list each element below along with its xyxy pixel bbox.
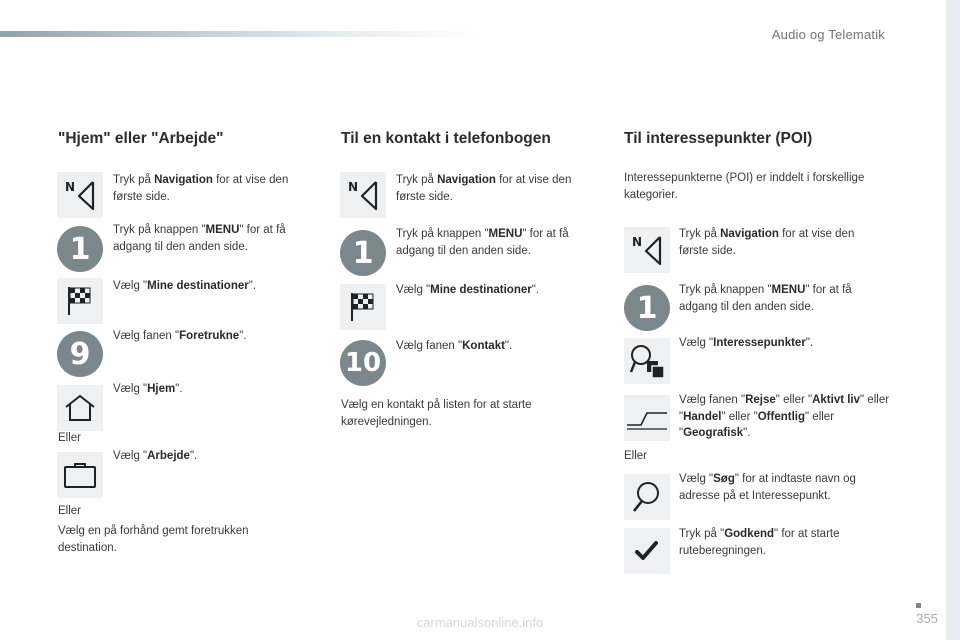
col3-step6: Tryk på "Godkend" for at starte ruteberegningen. — [679, 528, 840, 557]
col1-title: "Hjem" eller "Arbejde" — [58, 130, 224, 147]
svg-text:N: N — [348, 180, 359, 194]
search-icon — [624, 474, 670, 520]
page-edge-strip — [946, 0, 960, 640]
step-badge: 9 — [57, 331, 103, 377]
or-label: Eller — [624, 450, 648, 462]
col3-step5: Vælg "Søg" for at indtaste navn og adresse på et Interessepunkt. — [679, 473, 856, 502]
col3-intro: Interessepunkterne (POI) er inddelt i forskellige kategorier. — [624, 172, 865, 201]
watermark: carmanualsonline.info — [416, 615, 544, 630]
page-marker — [916, 603, 921, 608]
navigation-icon — [624, 227, 670, 273]
col2-step3: Vælg "Mine destinationer". — [396, 284, 540, 296]
col2-step4: Vælg fanen "Kontakt". — [396, 340, 513, 352]
or-label: Eller — [58, 432, 82, 444]
col1-step1: Tryk på Navigation for at vise den første side. — [113, 174, 289, 203]
home-icon — [57, 385, 103, 431]
section-title: Audio og Telematik — [771, 27, 885, 42]
col3-step3: Vælg "Interessepunkter". — [679, 337, 814, 349]
col1-final: Vælg en på forhånd gemt foretrukken destination. — [58, 525, 249, 554]
page-number: 355 — [916, 611, 938, 626]
col3-step4: Vælg fanen "Rejse" eller "Aktivt liv" eller "Handel" eller "Offentlig" eller "Geografisk". — [679, 394, 890, 439]
step-badge: 1 — [57, 226, 103, 272]
poi-search-icon — [624, 338, 670, 384]
checkered-flag-icon — [57, 278, 103, 324]
checkered-flag-icon — [340, 284, 386, 330]
col2-step1: Tryk på Navigation for at vise den første side. — [396, 174, 572, 203]
col1-step5: Vælg "Hjem". — [113, 383, 183, 395]
step-badge: 1 — [624, 285, 670, 331]
step-badge: 10 — [340, 340, 386, 386]
col1-step3: Vælg "Mine destinationer". — [113, 280, 257, 292]
col2-step2: Tryk på knappen "MENU" for at få adgang til den anden side. — [396, 228, 569, 257]
navigation-icon — [340, 172, 386, 218]
col1-step4: Vælg fanen "Foretrukne". — [113, 330, 247, 342]
step-badge: 1 — [340, 230, 386, 276]
checkmark-icon — [624, 528, 670, 574]
navigation-icon — [57, 172, 103, 218]
briefcase-icon — [57, 452, 103, 498]
col2-title: Til en kontakt i telefonbogen — [341, 130, 551, 147]
col3-step1: Tryk på Navigation for at vise den første side. — [679, 228, 855, 257]
or-label: Eller — [58, 505, 82, 517]
col1-step6: Vælg "Arbejde". — [113, 450, 198, 462]
tab-icon — [624, 395, 670, 441]
col3-title: Til interessepunkter (POI) — [624, 130, 813, 147]
col2-final: Vælg en kontakt på listen for at starte kørevejledningen. — [341, 399, 532, 428]
col3-step2: Tryk på knappen "MENU" for at få adgang til den anden side. — [679, 284, 852, 313]
svg-text:N: N — [65, 180, 76, 194]
col1-step2: Tryk på knappen "MENU" for at få adgang til den anden side. — [113, 224, 286, 253]
header-rule — [0, 31, 480, 37]
svg-text:N: N — [632, 235, 643, 249]
